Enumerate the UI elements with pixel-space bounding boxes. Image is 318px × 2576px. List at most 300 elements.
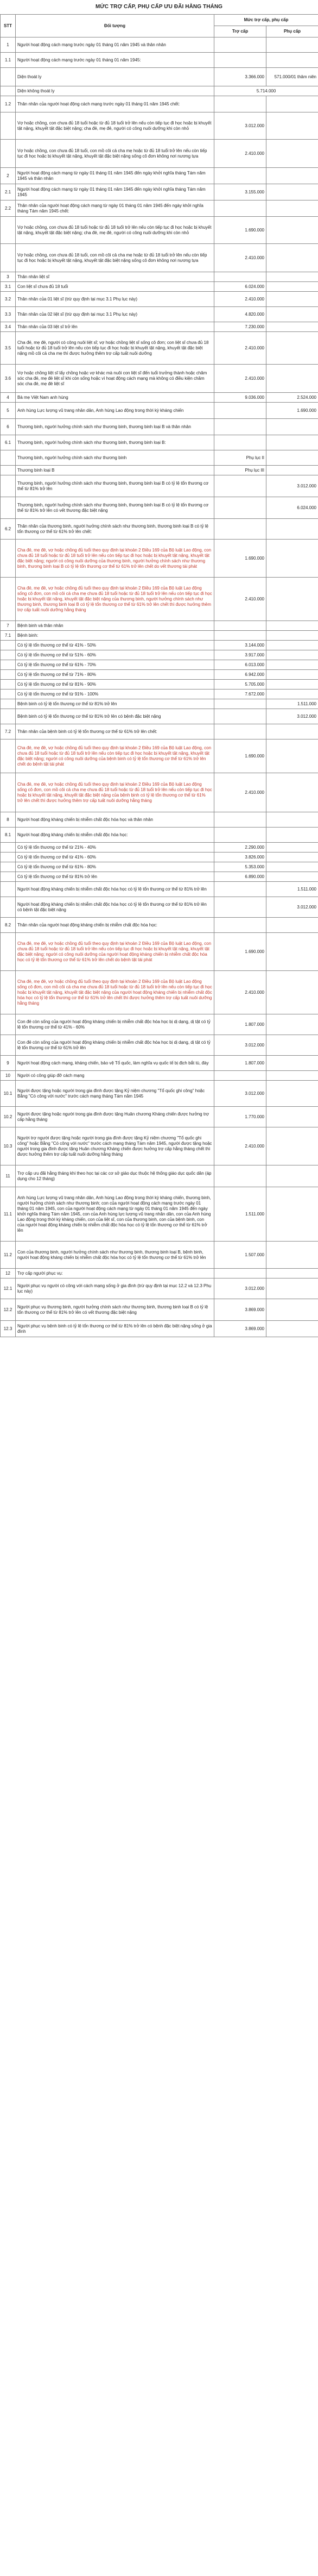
row-tro-cap — [214, 168, 266, 184]
row-stt: 10.1 — [1, 1081, 16, 1107]
row-tro-cap: 3.826.000 — [214, 853, 266, 862]
row-tro-cap: 3.012.000 — [214, 1081, 266, 1107]
table-row — [1, 168, 318, 184]
row-phu-cap — [266, 96, 318, 112]
table-row — [1, 475, 318, 497]
row-tro-cap: 2.410.000 — [214, 1127, 266, 1165]
row-phu-cap — [266, 631, 318, 641]
row-stt — [1, 244, 16, 272]
row-phu-cap: 2.524.000 — [266, 393, 318, 403]
row-doi-tuong: Cha đẻ, mẹ đẻ, vợ hoặc chồng đủ tuổi theo quy định tại khoản 2 Điều 169 của Bộ luật Lao động sống cô đơn, con mồ côi cả cha mẹ chưa đủ 18 tuổi hoặc từ đủ 18 tuổi trở lên nếu còn tiếp tục đi học hoặc bị khuyết tật nặng, khuyết tật đặc biệt nặng của người hoạt động kháng chiến bị nhiễm chất độc hóa học có tỷ lệ tổn thương cơ thể từ 61% trở lên chết thì được hưởng thêm trợ cấp tuất nuôi dưỡng hằng tháng — [16, 971, 214, 1014]
table-row — [1, 709, 318, 724]
row-stt — [1, 773, 16, 812]
table-row — [1, 739, 318, 773]
table-row — [1, 631, 318, 641]
row-phu-cap: 1.690.000 — [266, 403, 318, 419]
row-stt — [1, 475, 16, 497]
row-doi-tuong: Có tỷ lệ tổn thương cơ thể từ 21% - 40% — [16, 843, 214, 853]
row-tro-cap: 6.890.000 — [214, 872, 266, 882]
row-doi-tuong: Anh hùng Lực lượng vũ trang nhân dân, Anh hùng Lao động trong thời kỳ kháng chiến — [16, 403, 214, 419]
row-tro-cap: 2.410.000 — [214, 578, 266, 621]
row-doi-tuong: Thân nhân của người hoạt động cách mạng trước ngày 01 tháng 01 năm 1945 chết: — [16, 96, 214, 112]
table-row — [1, 621, 318, 631]
row-phu-cap — [266, 660, 318, 670]
row-stt — [1, 497, 16, 519]
row-stt — [1, 86, 16, 96]
table-row — [1, 217, 318, 244]
row-tro-cap — [214, 882, 266, 897]
table-row — [1, 1035, 318, 1056]
row-stt: 8.2 — [1, 918, 16, 933]
row-tro-cap: 3.366.000 — [214, 68, 266, 86]
row-phu-cap — [266, 812, 318, 828]
table-row — [1, 641, 318, 650]
row-phu-cap — [266, 272, 318, 282]
row-doi-tuong: Thân nhân của bệnh binh có tỷ lệ tổn thương cơ thể từ 61% trở lên chết: — [16, 724, 214, 739]
table-row — [1, 497, 318, 519]
row-stt — [1, 971, 16, 1014]
row-doi-tuong: Người hoạt động kháng chiến bị nhiễm chất độc hóa học: — [16, 828, 214, 843]
table-row — [1, 1242, 318, 1269]
row-stt: 2.1 — [1, 184, 16, 200]
row-doi-tuong: Vợ hoặc chồng, con chưa đủ 18 tuổi hoặc từ đủ 18 tuổi trở lên nếu còn tiếp tục đi học hoặc bị khuyết tật nặng, khuyết tật đặc biệt nặng; cha đẻ, mẹ đẻ, người có công nuôi dưỡng khi còn nhỏ — [16, 112, 214, 140]
row-tro-cap: 3.012.000 — [214, 1035, 266, 1056]
row-phu-cap — [266, 1269, 318, 1278]
row-phu-cap — [266, 971, 318, 1014]
row-stt — [1, 709, 16, 724]
row-tro-cap — [214, 53, 266, 68]
row-tro-cap — [214, 403, 266, 419]
row-stt: 1 — [1, 37, 16, 53]
header-stt: STT — [1, 15, 16, 37]
row-phu-cap — [266, 365, 318, 393]
table-row — [1, 1299, 318, 1321]
table-row — [1, 332, 318, 365]
row-phu-cap — [266, 1278, 318, 1299]
row-doi-tuong: Thương binh loại B — [16, 466, 214, 475]
row-tro-cap: 1.770.000 — [214, 1107, 266, 1127]
row-tro-cap: 5.353.000 — [214, 862, 266, 872]
row-phu-cap — [266, 872, 318, 882]
row-doi-tuong: Có tỷ lệ tổn thương cơ thể từ 81% - 90% — [16, 680, 214, 690]
row-tro-cap: 2.410.000 — [214, 140, 266, 168]
row-tro-cap: 9.036.000 — [214, 393, 266, 403]
row-phu-cap — [266, 1165, 318, 1187]
row-doi-tuong: Người phục vụ bệnh binh có tỷ lệ tổn thương cơ thể từ 81% trở lên có bệnh đặc biệt nặng sống ở gia đình — [16, 1321, 214, 1337]
header-tro-cap: Trợ cấp — [214, 26, 266, 37]
row-doi-tuong: Bệnh binh có tỷ lệ tổn thương cơ thể từ 81% trở lên có bệnh đặc biệt nặng — [16, 709, 214, 724]
row-phu-cap — [266, 918, 318, 933]
table-row — [1, 862, 318, 872]
row-doi-tuong: Người hoạt động kháng chiến bị nhiễm chất độc hóa học có tỷ lệ tổn thương cơ thể từ 81% trở lên — [16, 882, 214, 897]
row-phu-cap — [266, 933, 318, 971]
row-tro-cap — [214, 272, 266, 282]
row-doi-tuong: Người hoạt động cách mạng, kháng chiến, bảo vệ Tổ quốc, làm nghĩa vụ quốc tế bị địch bắt tù, đày — [16, 1056, 214, 1071]
row-stt: 3.3 — [1, 307, 16, 322]
table-row — [1, 812, 318, 828]
row-stt: 3 — [1, 272, 16, 282]
row-phu-cap — [266, 1107, 318, 1127]
row-tro-cap — [214, 475, 266, 497]
row-tro-cap: 1.507.000 — [214, 1242, 266, 1269]
row-doi-tuong: Cha đẻ, mẹ đẻ, vợ hoặc chồng đủ tuổi theo quy định tại khoản 2 Điều 169 của Bộ luật Lao động, con chưa đủ 18 tuổi hoặc từ đủ 18 tuổi trở lên nếu còn tiếp tục đi học hoặc bị khuyết tật nặng, khuyết tật đặc biệt nặng; người có công nuôi dưỡng của bệnh binh có tỷ lệ tổn thương cơ thể từ 61% trở lên chết do bệnh tật tái phát — [16, 739, 214, 773]
row-doi-tuong: Người phục vụ người có công với cách mạng sống ở gia đình (trừ quy định tại mục 12.2 và 12.3 Phụ lục này) — [16, 1278, 214, 1299]
row-tro-cap: 7.230.000 — [214, 322, 266, 332]
row-stt — [1, 853, 16, 862]
row-tro-cap: 1.690.000 — [214, 217, 266, 244]
row-tro-cap — [214, 519, 266, 540]
table-row — [1, 435, 318, 450]
row-doi-tuong: Con đẻ còn sống của người hoạt động kháng chiến bị nhiễm chất độc hóa học bị dị dạng, dị tật có tỷ lệ tổn thương cơ thể từ 61% trở lên — [16, 1035, 214, 1056]
table-row — [1, 140, 318, 168]
row-phu-cap — [266, 168, 318, 184]
row-phu-cap — [266, 435, 318, 450]
row-stt — [1, 660, 16, 670]
row-doi-tuong: Anh hùng Lực lượng vũ trang nhân dân, Anh hùng Lao động trong thời kỳ kháng chiến, thương binh, người hưởng chính sách như thương binh; con của người hoạt động cách mạng trước ngày 01 tháng 01 năm 1945, con của người hoạt động cách mạng từ ngày 01 tháng 01 năm 1945 đến ngày khởi nghĩa tháng Tám năm 1945, con của Anh hùng lực lượng vũ trang nhân dân, con của Anh hùng Lao động trong thời kỳ kháng chiến, con của liệt sĩ, con của thương binh, con của bệnh binh, con của người hoạt động kháng chiến bị nhiễm chất độc hóa học có tỷ lệ tổn thương cơ thể từ 61% trở lên — [16, 1187, 214, 1242]
table-body — [1, 37, 318, 1337]
table-row — [1, 828, 318, 843]
row-doi-tuong: Người hoạt động cách mạng từ ngày 01 tháng 01 năm 1945 đến ngày khởi nghĩa tháng Tám năm 1945 — [16, 184, 214, 200]
row-doi-tuong: Có tỷ lệ tổn thương cơ thể từ 41% - 50% — [16, 641, 214, 650]
row-stt — [1, 68, 16, 86]
row-doi-tuong: Con liệt sĩ chưa đủ 18 tuổi — [16, 282, 214, 292]
row-doi-tuong: Thân nhân của người hoạt động cách mạng từ ngày 01 tháng 01 năm 1945 đến ngày khởi nghĩa tháng Tám năm 1945 chết: — [16, 200, 214, 217]
row-phu-cap — [266, 578, 318, 621]
row-doi-tuong: Vợ hoặc chồng, con chưa đủ 18 tuổi, con mồ côi cả cha mẹ hoặc từ đủ 18 tuổi trở lên nếu còn tiếp tục đi học hoặc bị khuyết tật nặng, khuyết tật đặc biệt nặng sống cô đơn không nơi nương tựa — [16, 140, 214, 168]
header-phu-cap: Phụ cấp — [266, 26, 318, 37]
row-stt — [1, 140, 16, 168]
row-tro-cap — [214, 419, 266, 435]
row-phu-cap — [266, 1321, 318, 1337]
row-tro-cap — [214, 1165, 266, 1187]
row-stt: 10.3 — [1, 1127, 16, 1165]
row-doi-tuong: Cha đẻ, mẹ đẻ, vợ hoặc chồng đủ tuổi theo quy định tại khoản 2 Điều 169 của Bộ luật Lao động, con chưa đủ 18 tuổi hoặc từ đủ 18 tuổi trở lên nếu còn tiếp tục đi học hoặc bị khuyết tật nặng, khuyết tật đặc biệt nặng; người có công nuôi dưỡng của người hoạt động kháng chiến bị nhiễm chất độc hóa học có tỷ lệ tổn thương cơ thể từ 61% trở lên chết do bệnh tật tái phát — [16, 933, 214, 971]
row-stt — [1, 540, 16, 578]
row-stt — [1, 690, 16, 699]
row-phu-cap — [266, 540, 318, 578]
row-phu-cap — [266, 322, 318, 332]
table-row — [1, 724, 318, 739]
row-tro-cap: 3.012.000 — [214, 112, 266, 140]
row-phu-cap — [266, 828, 318, 843]
table-row — [1, 699, 318, 709]
row-doi-tuong: Thân nhân của 02 liệt sĩ (trừ quy định tại mục 3.1 Phụ lục này) — [16, 307, 214, 322]
row-phu-cap — [266, 1014, 318, 1035]
row-doi-tuong: Con của thương binh, người hưởng chính sách như thương binh, thương binh loại B, bệnh binh, người hoạt động kháng chiến bị nhiễm chất độc hóa học có tỷ lệ tổn thương cơ thể từ 61% trở lên — [16, 1242, 214, 1269]
row-doi-tuong: Người trợ người được tặng hoặc người trong gia đình được tặng Kỷ niệm chương "Tổ quốc ghi công" hoặc Bằng "Có công với nước" trước cách mạng tháng Tám năm 1945, người được tặng hoặc người trong gia đình được tặng Huân chương Kháng chiến được hưởng trợ cấp hằng tháng chết thì được hưởng thêm trợ cấp tuất nuôi dưỡng hằng tháng — [16, 1127, 214, 1165]
row-doi-tuong: Có tỷ lệ tổn thương cơ thể từ 81% trở lên — [16, 872, 214, 882]
row-phu-cap — [266, 1127, 318, 1165]
row-stt — [1, 843, 16, 853]
row-doi-tuong: Trợ cấp ưu đãi hằng tháng khi theo học tại các cơ sở giáo dục thuộc hệ thống giáo dục quốc dân (áp dụng cho 12 tháng) — [16, 1165, 214, 1187]
row-stt: 9 — [1, 1056, 16, 1071]
row-tro-cap: 2.410.000 — [214, 292, 266, 307]
row-stt — [1, 578, 16, 621]
table-row — [1, 843, 318, 853]
row-phu-cap — [266, 1299, 318, 1321]
row-phu-cap — [266, 1035, 318, 1056]
row-stt: 5 — [1, 403, 16, 419]
row-phu-cap: 571.000/01 thâm niên — [266, 68, 318, 86]
row-doi-tuong: Thân nhân liệt sĩ — [16, 272, 214, 282]
row-tro-cap: 3.012.000 — [214, 1278, 266, 1299]
table-row — [1, 200, 318, 217]
row-stt: 12.2 — [1, 1299, 16, 1321]
row-phu-cap: 1.511.000 — [266, 699, 318, 709]
row-doi-tuong: Bà mẹ Việt Nam anh hùng — [16, 393, 214, 403]
table-row — [1, 393, 318, 403]
row-phu-cap — [266, 419, 318, 435]
row-tro-cap: 1.511.000 — [214, 1187, 266, 1242]
table-row — [1, 86, 318, 96]
row-stt — [1, 217, 16, 244]
row-doi-tuong: Cha đẻ, mẹ đẻ, vợ hoặc chồng đủ tuổi theo quy định tại khoản 2 Điều 169 của Bộ luật Lao động, con chưa đủ 18 tuổi hoặc từ đủ 18 tuổi trở lên nếu còn tiếp tục đi học hoặc bị khuyết tật nặng, khuyết tật đặc biệt nặng; người có công nuôi dưỡng của thương binh, người hưởng chính sách như thương binh, thương binh loại B có tỷ lệ tổn thương cơ thể từ 61% trở lên chết do vết thương tái phát — [16, 540, 214, 578]
row-stt — [1, 670, 16, 680]
row-tro-cap: 2.410.000 — [214, 332, 266, 365]
row-phu-cap — [266, 862, 318, 872]
row-doi-tuong: Trợ cấp người phục vụ: — [16, 1269, 214, 1278]
table-row — [1, 53, 318, 68]
row-tro-cap: 2.410.000 — [214, 773, 266, 812]
table-row — [1, 650, 318, 660]
table-row — [1, 466, 318, 475]
row-stt: 3.2 — [1, 292, 16, 307]
row-doi-tuong: Thương binh, người hưởng chính sách như thương binh, thương binh loại B và thân nhân — [16, 419, 214, 435]
row-doi-tuong: Có tỷ lệ tổn thương cơ thể từ 61% - 70% — [16, 660, 214, 670]
row-doi-tuong: Diện không thoát ly — [16, 86, 214, 96]
table-row — [1, 897, 318, 918]
table-row — [1, 292, 318, 307]
row-tro-cap: 1.690.000 — [214, 540, 266, 578]
row-stt: 1.1 — [1, 53, 16, 68]
row-stt — [1, 933, 16, 971]
row-tro-cap: 2.410.000 — [214, 244, 266, 272]
row-stt — [1, 1014, 16, 1035]
row-doi-tuong: Cha đẻ, mẹ đẻ, vợ hoặc chồng đủ tuổi theo quy định tại khoản 2 Điều 169 của Bộ luật Lao động sống cô đơn, con mồ côi cả cha mẹ chưa đủ 18 tuổi hoặc từ đủ 18 tuổi trở lên nếu còn tiếp tục đi học hoặc bị khuyết tật nặng, khuyết tật đặc biệt nặng của bệnh binh có tỷ lệ tổn thương cơ thể từ 61% trở lên chết thì được hưởng thêm trợ cấp tuất nuôi dưỡng hằng tháng — [16, 773, 214, 812]
table-row — [1, 918, 318, 933]
row-phu-cap — [266, 292, 318, 307]
table-row — [1, 1107, 318, 1127]
row-stt — [1, 882, 16, 897]
row-stt: 10.2 — [1, 1107, 16, 1127]
row-tro-cap: 1.690.000 — [214, 933, 266, 971]
row-tro-cap: 3.155.000 — [214, 184, 266, 200]
row-tro-cap: 3.869.000 — [214, 1321, 266, 1337]
row-tro-cap: 4.820.000 — [214, 307, 266, 322]
row-phu-cap: 3.012.000 — [266, 709, 318, 724]
row-stt: 10 — [1, 1071, 16, 1081]
row-doi-tuong: Người hoạt động cách mạng trước ngày 01 tháng 01 năm 1945: — [16, 53, 214, 68]
row-doi-tuong: Có tỷ lệ tổn thương cơ thể từ 91% - 100% — [16, 690, 214, 699]
row-phu-cap — [266, 244, 318, 272]
row-tro-cap: 3.869.000 — [214, 1299, 266, 1321]
row-doi-tuong: Thương binh, người hưởng chính sách như thương binh, thương binh loại B có tỷ lệ tổn thương cơ thể từ 81% trở lên — [16, 475, 214, 497]
row-phu-cap — [266, 1056, 318, 1071]
row-stt: 7.1 — [1, 631, 16, 641]
row-tro-cap: 5.705.000 — [214, 680, 266, 690]
row-tro-cap: 3.144.000 — [214, 641, 266, 650]
row-tro-cap — [214, 724, 266, 739]
table-row — [1, 690, 318, 699]
row-stt — [1, 862, 16, 872]
table-row — [1, 1321, 318, 1337]
row-tro-cap — [214, 435, 266, 450]
table-row — [1, 933, 318, 971]
row-stt — [1, 872, 16, 882]
table-row — [1, 1071, 318, 1081]
row-phu-cap — [266, 282, 318, 292]
row-stt: 4 — [1, 393, 16, 403]
row-stt — [1, 680, 16, 690]
row-stt: 7.2 — [1, 724, 16, 739]
table-row — [1, 971, 318, 1014]
row-tro-cap — [214, 1071, 266, 1081]
row-tro-cap — [214, 497, 266, 519]
table-row — [1, 1081, 318, 1107]
row-tro-cap: 6.942.000 — [214, 670, 266, 680]
row-doi-tuong: Người hoạt động cách mạng từ ngày 01 tháng 01 năm 1945 đến ngày khởi nghĩa tháng Tám năm 1945 và thân nhân — [16, 168, 214, 184]
row-phu-cap — [266, 680, 318, 690]
table-row — [1, 37, 318, 53]
row-tro-cap: 1.690.000 — [214, 739, 266, 773]
row-stt: 2.2 — [1, 200, 16, 217]
row-doi-tuong: Người hoạt động cách mạng trước ngày 01 tháng 01 năm 1945 và thân nhân — [16, 37, 214, 53]
row-phu-cap — [266, 37, 318, 53]
row-phu-cap — [266, 621, 318, 631]
row-stt: 8.1 — [1, 828, 16, 843]
row-phu-cap: 3.012.000 — [266, 475, 318, 497]
row-phu-cap — [266, 466, 318, 475]
table-row — [1, 1278, 318, 1299]
row-doi-tuong: Thương binh, người hưởng chính sách như thương binh, thương binh loại B có tỷ lệ tổn thương cơ thể từ 81% trở lên có vết thương đặc biệt nặng — [16, 497, 214, 519]
row-phu-cap — [266, 217, 318, 244]
row-phu-cap — [266, 1242, 318, 1269]
row-phu-cap — [266, 773, 318, 812]
row-phu-cap: 6.024.000 — [266, 497, 318, 519]
row-tro-cap — [214, 1269, 266, 1278]
header-doi-tuong: Đối tượng — [16, 15, 214, 37]
row-tro-cap: Phụ lục II — [214, 450, 266, 466]
row-doi-tuong: Cha đẻ, mẹ đẻ, người có công nuôi liệt sĩ; vợ hoặc chồng liệt sĩ sống cô đơn; con liệt sĩ chưa đủ 18 tuổi hoặc từ đủ 18 tuổi trở lên nếu còn tiếp tục đi học hoặc bị khuyết tật nặng, khuyết tật đặc biệt nặng mồ côi cả cha mẹ thì được hưởng thêm trợ cấp tuất nuôi dưỡng — [16, 332, 214, 365]
row-doi-tuong: Thân nhân của thương binh, người hưởng chính sách như thương binh, thương binh loại B có tỷ lệ tổn thương cơ thể từ 61% trở lên chết: — [16, 519, 214, 540]
row-doi-tuong: Con đẻ còn sống của người hoạt động kháng chiến bị nhiễm chất độc hóa học bị dị dạng, dị tật có tỷ lệ tổn thương cơ thể từ 41% - 60% — [16, 1014, 214, 1035]
row-doi-tuong: Có tỷ lệ tổn thương cơ thể từ 61% - 80% — [16, 862, 214, 872]
row-stt: 11.2 — [1, 1242, 16, 1269]
row-stt: 7 — [1, 621, 16, 631]
row-stt — [1, 650, 16, 660]
table-row — [1, 307, 318, 322]
table-row — [1, 882, 318, 897]
row-stt: 3.4 — [1, 322, 16, 332]
row-doi-tuong: Bệnh binh và thân nhân — [16, 621, 214, 631]
table-row — [1, 365, 318, 393]
row-doi-tuong: Người được tặng hoặc người trong gia đình được tặng Kỷ niệm chương "Tổ quốc ghi công" hoặc Bằng "Có công với nước" trước cách mạng tháng Tám năm 1945 — [16, 1081, 214, 1107]
row-doi-tuong: Vợ hoặc chồng, con chưa đủ 18 tuổi hoặc từ đủ 18 tuổi trở lên nếu còn tiếp tục đi học hoặc bị khuyết tật nặng, khuyết tật đặc biệt nặng; cha đẻ, mẹ đẻ, người có công nuôi dưỡng khi còn nhỏ — [16, 217, 214, 244]
table-row — [1, 244, 318, 272]
row-doi-tuong: Người hoạt động kháng chiến bị nhiễm chất độc hóa học có tỷ lệ tổn thương cơ thể từ 81% trở lên có bệnh tật đặc biệt nặng — [16, 897, 214, 918]
table-row — [1, 1269, 318, 1278]
row-doi-tuong: Có tỷ lệ tổn thương cơ thể từ 51% - 60% — [16, 650, 214, 660]
header-muc: Mức trợ cấp, phụ cấp — [214, 15, 318, 26]
table-row — [1, 419, 318, 435]
row-tro-cap — [214, 699, 266, 709]
row-tro-cap — [214, 96, 266, 112]
row-phu-cap — [266, 641, 318, 650]
row-phu-cap — [266, 1081, 318, 1107]
row-phu-cap — [266, 200, 318, 217]
row-phu-cap — [266, 140, 318, 168]
row-stt: 12.3 — [1, 1321, 16, 1337]
row-tro-cap — [214, 37, 266, 53]
row-phu-cap: 3.012.000 — [266, 897, 318, 918]
row-phu-cap — [266, 724, 318, 739]
table-row — [1, 540, 318, 578]
row-stt: 2 — [1, 168, 16, 184]
row-phu-cap — [266, 843, 318, 853]
table-row — [1, 773, 318, 812]
table-row — [1, 112, 318, 140]
row-stt: 3.6 — [1, 365, 16, 393]
table-row — [1, 68, 318, 86]
row-phu-cap — [266, 853, 318, 862]
row-tro-cap — [214, 621, 266, 631]
row-doi-tuong: Thân nhân của 01 liệt sĩ (trừ quy định tại mục 3.1 Phụ lục này) — [16, 292, 214, 307]
row-tro-cap — [214, 631, 266, 641]
row-tro-cap — [214, 812, 266, 828]
table-row — [1, 680, 318, 690]
page-title: MỨC TRỢ CẤP, PHỤ CẤP ƯU ĐÃI HẰNG THÁNG — [95, 4, 223, 10]
row-stt: 6.2 — [1, 519, 16, 540]
row-tro-cap: Phụ lục III — [214, 466, 266, 475]
row-phu-cap — [266, 670, 318, 680]
row-tro-cap: 2.290.000 — [214, 843, 266, 853]
table-row — [1, 578, 318, 621]
row-tro-cap — [214, 918, 266, 933]
row-stt — [1, 1035, 16, 1056]
row-tro-cap: 2.410.000 — [214, 365, 266, 393]
row-stt — [1, 897, 16, 918]
table-row — [1, 1127, 318, 1165]
row-doi-tuong: Người có công giúp đỡ cách mạng — [16, 1071, 214, 1081]
row-tro-cap: 3.917.000 — [214, 650, 266, 660]
table-header-row — [1, 15, 318, 26]
row-stt: 11 — [1, 1165, 16, 1187]
table-row — [1, 96, 318, 112]
row-phu-cap — [266, 307, 318, 322]
table-row — [1, 184, 318, 200]
table-row — [1, 282, 318, 292]
row-doi-tuong: Vợ hoặc chồng liệt sĩ lấy chồng hoặc vợ khác mà nuôi con liệt sĩ đến tuổi trưởng thành hoặc chăm sóc cha đẻ, mẹ đẻ liệt sĩ khi còn sống hoặc vì hoạt động cách mạng mà không có điều kiện chăm sóc cha đẻ, mẹ đẻ liệt sĩ — [16, 365, 214, 393]
row-phu-cap — [266, 1187, 318, 1242]
row-doi-tuong: Người hoạt động kháng chiến bị nhiễm chất độc hóa học và thân nhân — [16, 812, 214, 828]
table-row — [1, 519, 318, 540]
row-stt: 3.5 — [1, 332, 16, 365]
table-row — [1, 272, 318, 282]
row-doi-tuong: Người được tặng hoặc người trong gia đình được tặng Huân chương Kháng chiến được hưởng trợ cấp hằng tháng — [16, 1107, 214, 1127]
row-doi-tuong: Thương binh, người hưởng chính sách như thương binh — [16, 450, 214, 466]
table-row — [1, 660, 318, 670]
row-stt: 1.2 — [1, 96, 16, 112]
row-phu-cap — [266, 112, 318, 140]
table-row — [1, 1014, 318, 1035]
row-phu-cap — [266, 53, 318, 68]
table-row — [1, 1056, 318, 1071]
table-row — [1, 322, 318, 332]
row-phu-cap: 1.511.000 — [266, 882, 318, 897]
row-stt — [1, 466, 16, 475]
row-doi-tuong: Cha đẻ, mẹ đẻ, vợ hoặc chồng đủ tuổi theo quy định tại khoản 2 Điều 169 của Bộ luật Lao động sống cô đơn, con mồ côi cả cha mẹ chưa đủ 18 tuổi hoặc từ đủ 18 tuổi trở lên nếu còn tiếp tục đi học hoặc bị khuyết tật nặng, khuyết tật đặc biệt nặng của thương binh, người hưởng chính sách như thương binh, thương binh loại B có tỷ lệ tổn thương cơ thể từ 61% trở lên chết thì được hưởng thêm trợ cấp tuất nuôi dưỡng hằng tháng — [16, 578, 214, 621]
row-phu-cap — [266, 184, 318, 200]
